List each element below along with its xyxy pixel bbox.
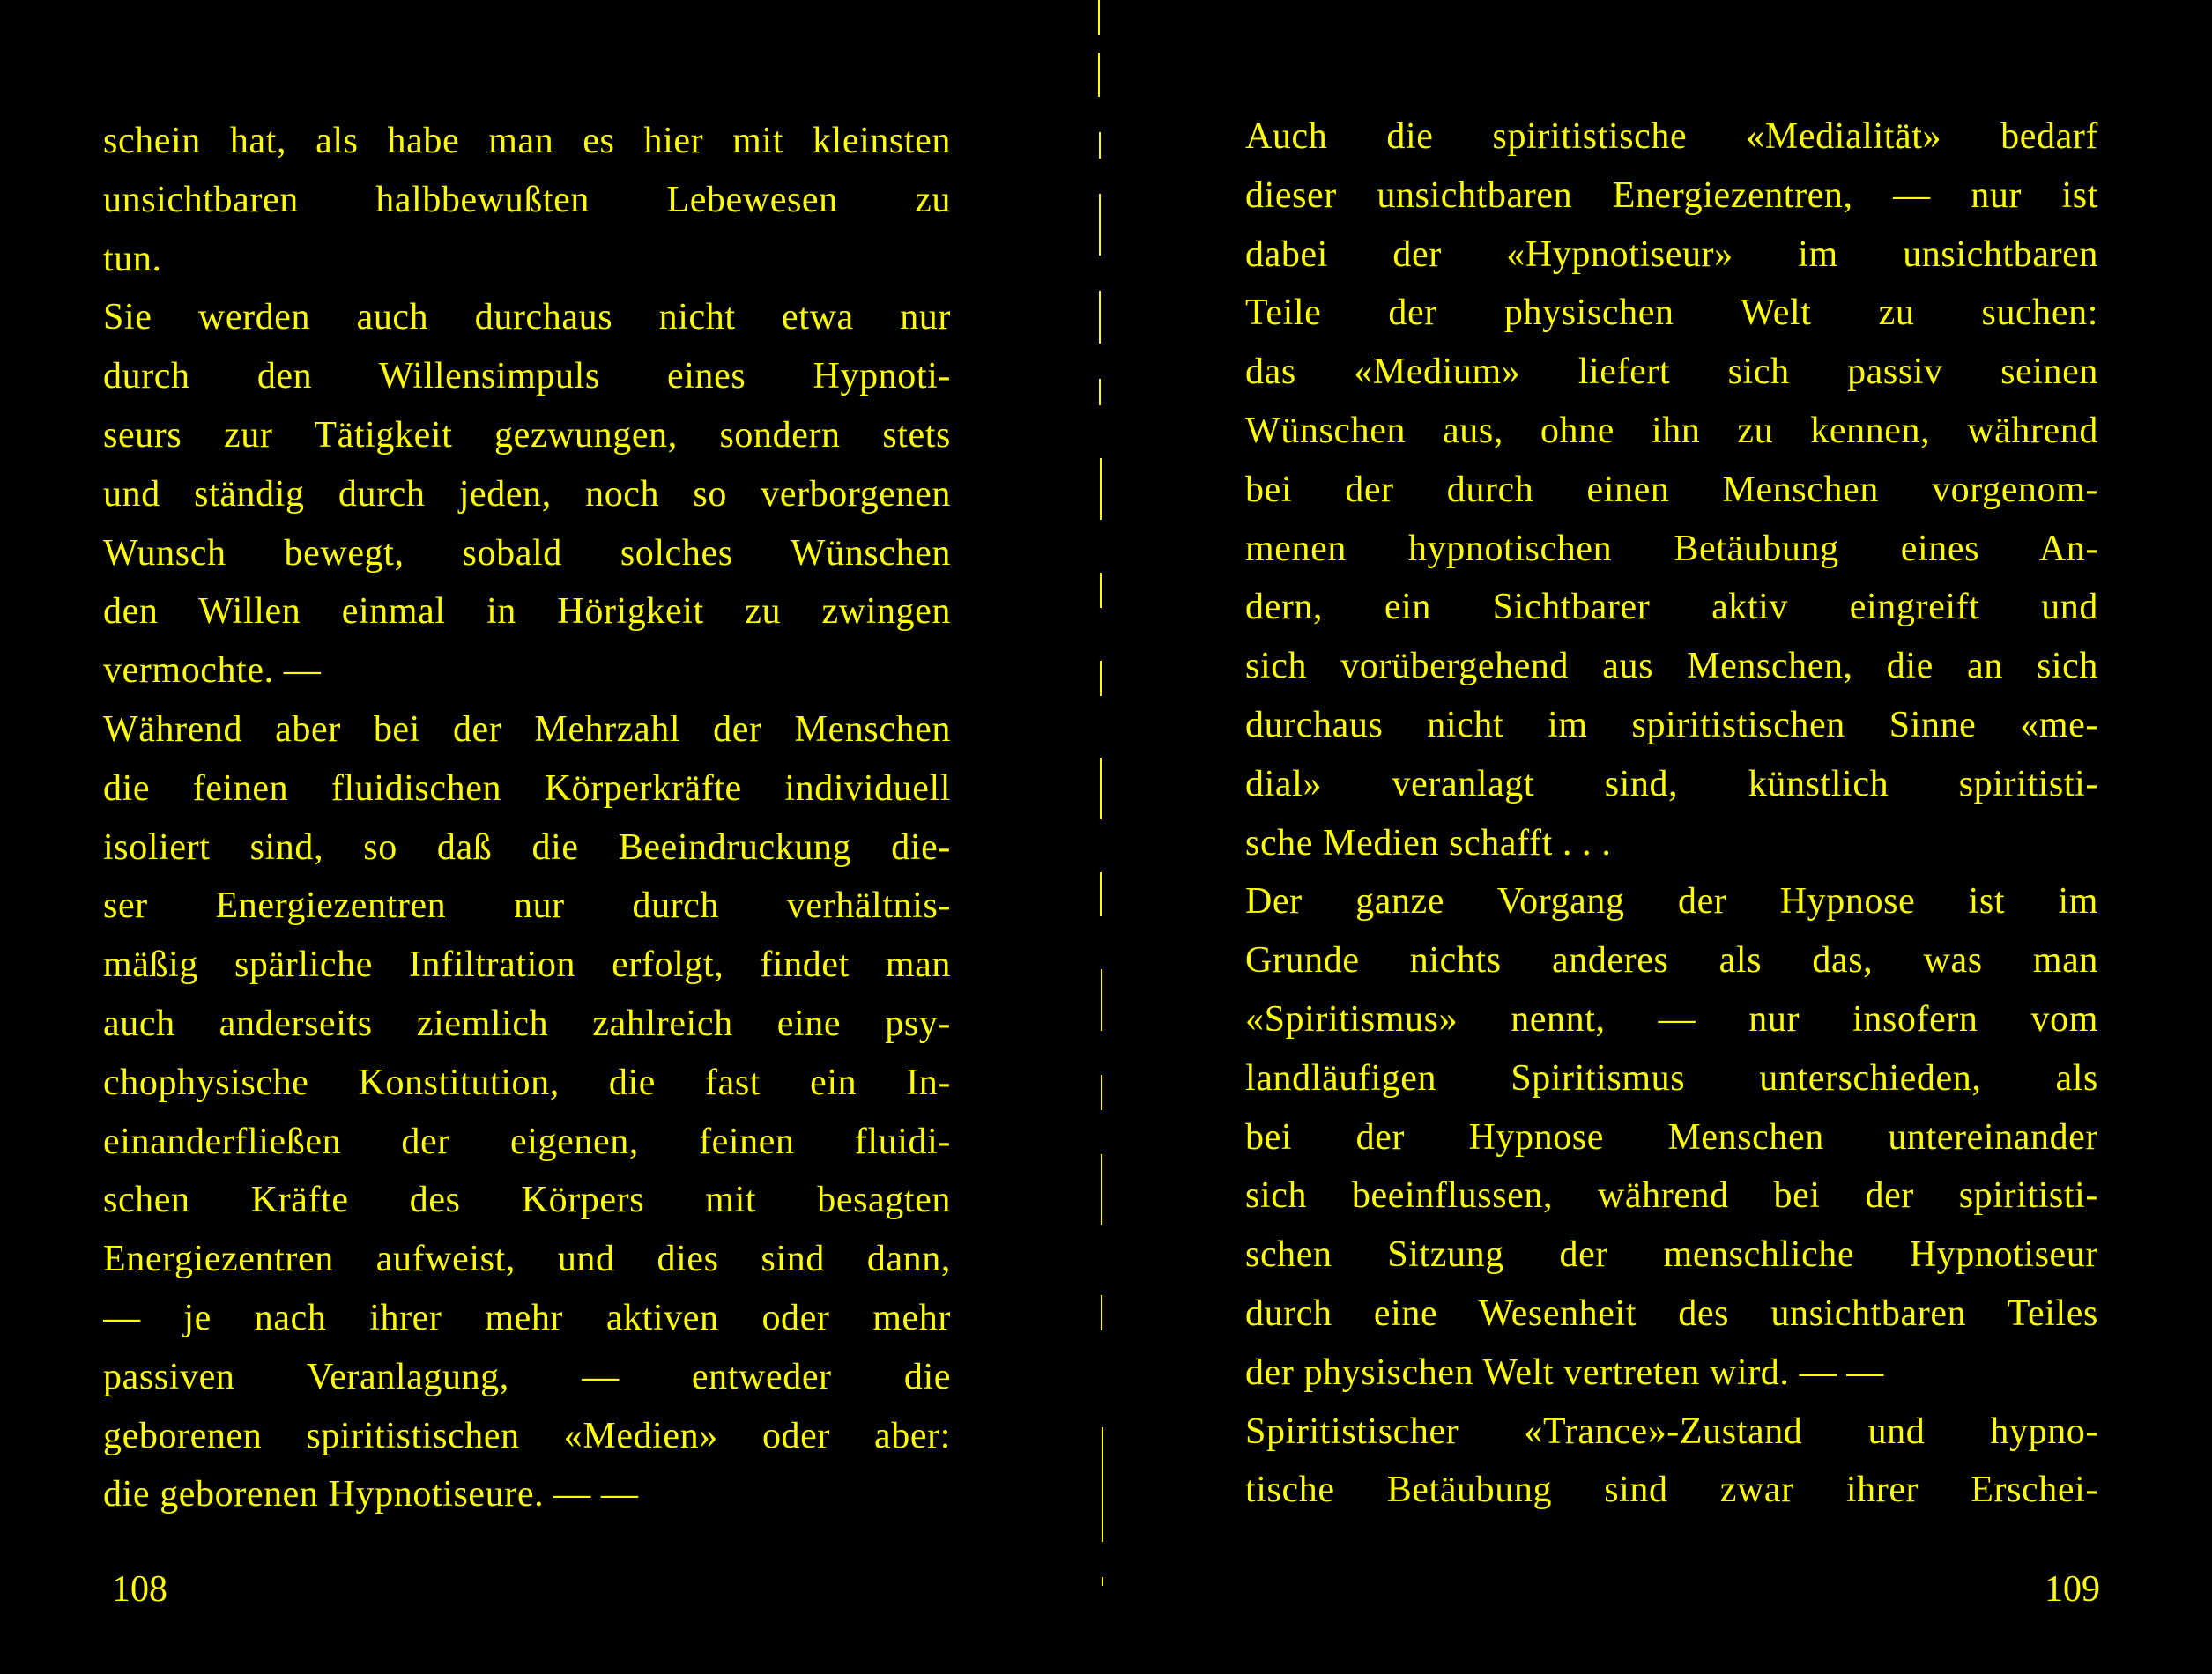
text-line: Sie werden auch durchaus nicht etwa nur	[103, 297, 951, 338]
text-line: «Spiritismus» nennt, — nur insofern vom	[1245, 998, 2098, 1040]
text-line: unsichtbaren halbbewußten Lebewesen zu	[103, 179, 951, 220]
text-line: die feinen fluidischen Körperkräfte individuell	[103, 767, 951, 809]
text-line: sich vorübergehend aus Menschen, die an sich	[1245, 646, 2098, 687]
text-line: sich beeinflussen, während bei der spiritisti-	[1245, 1175, 2098, 1217]
text-line: das «Medium» liefert sich passiv seinen	[1245, 352, 2098, 393]
text-line: die geborenen Hypnotiseure. — —	[103, 1474, 639, 1515]
text-line: schen Sitzung der menschliche Hypnotiseur	[1245, 1234, 2098, 1276]
text-line: bei der durch einen Menschen vorgenom-	[1245, 469, 2098, 510]
text-line: tische Betäubung sind zwar ihrer Erschei-	[1245, 1470, 2098, 1511]
text-line: schein hat, als habe man es hier mit kleinsten	[103, 121, 951, 161]
text-line: sche Medien schafft . . .	[1245, 822, 1612, 863]
text-line: Spiritistischer «Trance»-Zustand und hypno-	[1245, 1411, 2098, 1452]
text-line: geborenen spiritistischen «Medien» oder aber:	[103, 1415, 951, 1456]
text-line: dial» veranlagt sind, künstlich spiritisti-	[1245, 763, 2098, 804]
page-number: 109	[2045, 1569, 2100, 1610]
text-line: dern, ein Sichtbarer aktiv eingreift und	[1245, 587, 2098, 628]
text-line: einanderfließen der eigenen, feinen fluidi-	[103, 1121, 951, 1162]
text-line: Wünschen aus, ohne ihn zu kennen, während	[1245, 410, 2098, 451]
text-line: Auch die spiritistische «Medialität» bedarf	[1245, 116, 2098, 157]
text-line: passiven Veranlagung, — entweder die	[103, 1356, 951, 1397]
text-line: vermochte. —	[103, 650, 322, 692]
text-line: Der ganze Vorgang der Hypnose ist im	[1245, 881, 2098, 922]
right-page-text	[1245, 107, 2098, 1520]
text-line: Grunde nichts anderes als das, was man	[1245, 940, 2098, 981]
text-line: menen hypnotischen Betäubung eines An-	[1245, 528, 2098, 569]
text-line: landläufigen Spiritismus unterschieden, als	[1245, 1057, 2098, 1099]
text-line: isoliert sind, so daß die Beeindruckung die-	[103, 826, 951, 868]
text-line: Während aber bei der Mehrzahl der Menschen	[103, 708, 951, 750]
text-line: seurs zur Tätigkeit gezwungen, sondern stets	[103, 414, 951, 456]
text-line: Energiezentren aufweist, und dies sind dann,	[103, 1239, 951, 1280]
text-line: durch den Willensimpuls eines Hypnoti-	[103, 356, 951, 397]
text-line: schen Kräfte des Körpers mit besagten	[103, 1180, 951, 1221]
left-page-text	[103, 112, 951, 1524]
text-line: auch anderseits ziemlich zahlreich eine psy-	[103, 1003, 951, 1044]
text-line: Teile der physischen Welt zu suchen:	[1245, 293, 2098, 334]
text-line: mäßig spärliche Infiltration erfolgt, findet man	[103, 944, 951, 986]
text-line: Wunsch bewegt, sobald solches Wünschen	[103, 532, 951, 574]
text-line: durch eine Wesenheit des unsichtbaren Teiles	[1245, 1293, 2098, 1334]
text-line: der physischen Welt vertreten wird. — —	[1245, 1352, 1884, 1393]
right-page	[1102, 0, 2212, 1674]
text-line: und ständig durch jeden, noch so verborgenen	[103, 473, 951, 515]
text-line: bei der Hypnose Menschen untereinander	[1245, 1116, 2098, 1158]
page-number: 108	[112, 1569, 167, 1610]
text-line: dieser unsichtbaren Energiezentren, — nur ist	[1245, 174, 2098, 216]
text-line: tun.	[103, 238, 162, 279]
text-line: dabei der «Hypnotiseur» im unsichtbaren	[1245, 233, 2098, 275]
text-line: — je nach ihrer mehr aktiven oder mehr	[103, 1297, 951, 1338]
text-line: den Willen einmal in Hörigkeit zu zwingen	[103, 591, 951, 633]
text-line: durchaus nicht im spiritistischen Sinne «me-	[1245, 704, 2098, 745]
left-page	[0, 0, 1097, 1674]
text-line: chophysische Konstitution, die fast ein In-	[103, 1062, 951, 1103]
text-line: ser Energiezentren nur durch verhältnis-	[103, 885, 951, 927]
